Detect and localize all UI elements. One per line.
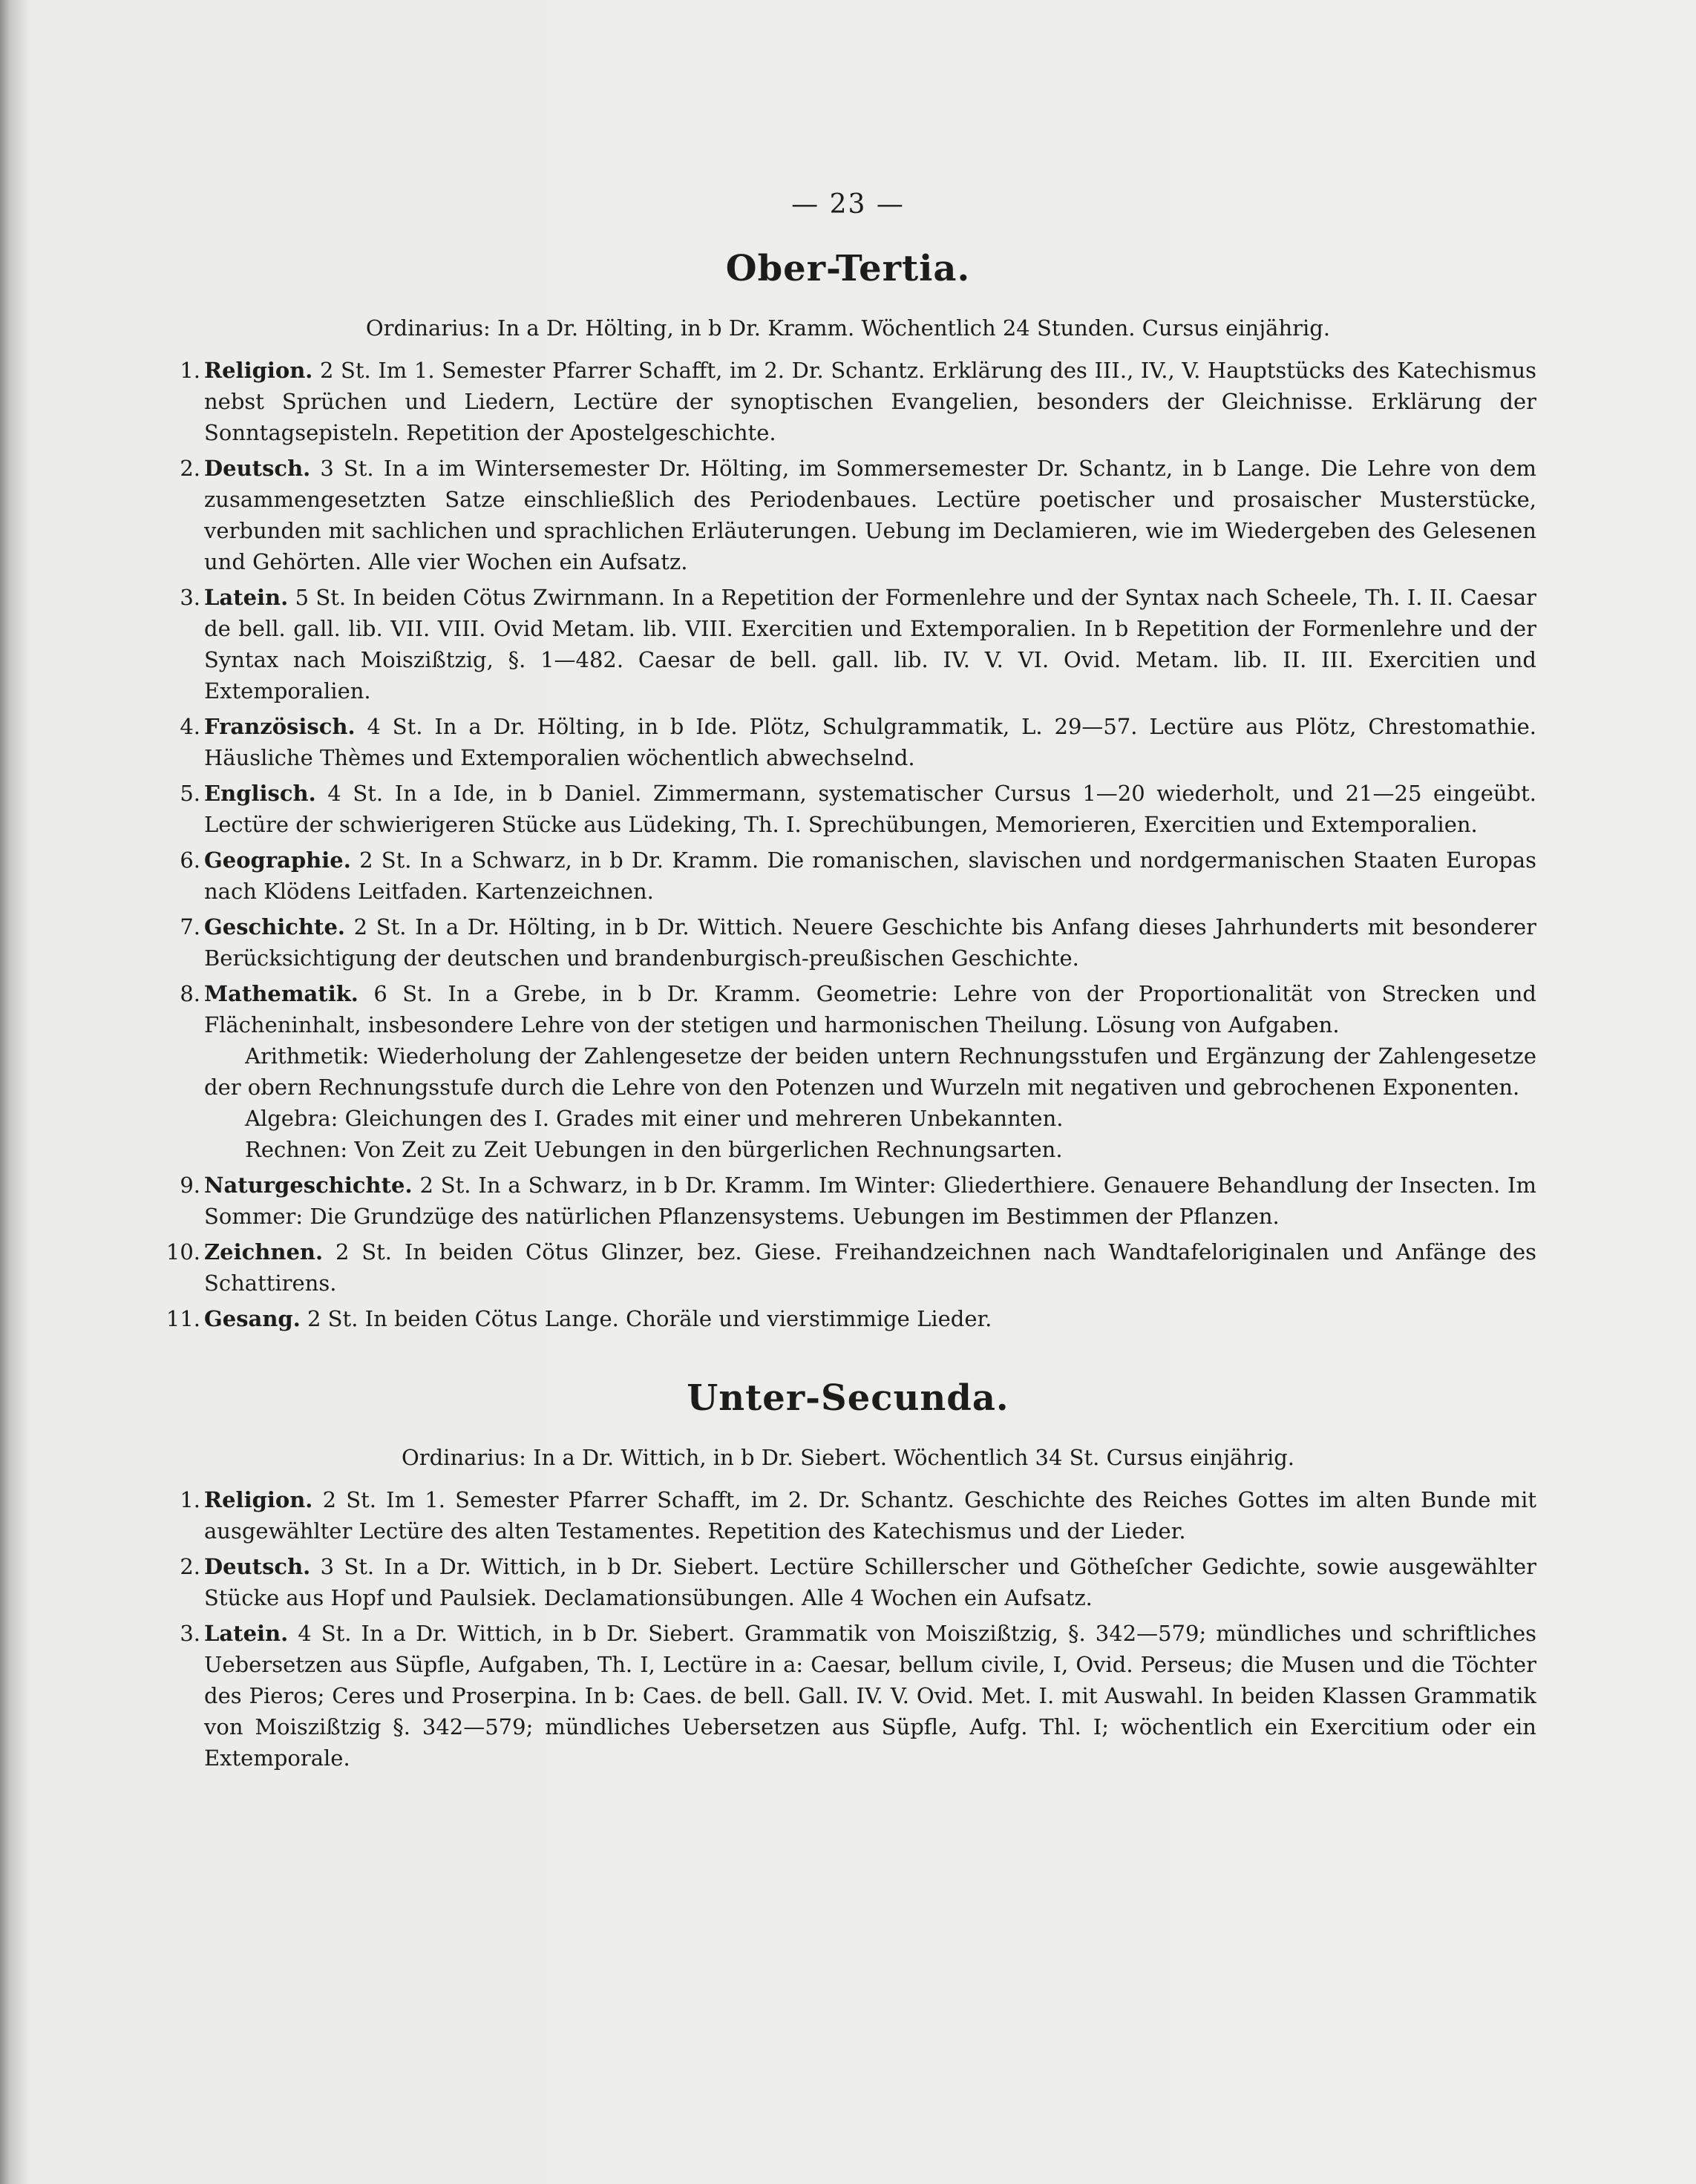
subject-entry xyxy=(160,1618,1536,1774)
subject-name: Religion. xyxy=(204,1487,313,1512)
subject-text: 2 St. In a Dr. Hölting, in b Dr. Wittich. Neuere Geschichte bis Anfang dieses Jahrhunderts mit besonderer Berücksichtigung der deutschen und brandenburgisch-preußischen Geschichte. xyxy=(204,914,1537,971)
entry-number: 6. xyxy=(180,847,200,873)
subject-text: 2 St. In beiden Cötus Lange. Choräle und vierstimmige Lieder. xyxy=(307,1306,992,1331)
subject-entry xyxy=(160,778,1536,840)
subject-entry xyxy=(160,1236,1536,1299)
entry-number: 4. xyxy=(180,714,200,739)
subject-entry xyxy=(160,582,1536,706)
subject-text: 3 St. In a Dr. Wittich, in b Dr. Siebert. Lectüre Schillerscher und Götheſcher Gedichte, sowie ausgewählter Stücke aus Hopf und Paulsiek. Declamationsübungen. Alle 4 Wochen ein Aufsatz. xyxy=(204,1554,1537,1610)
subject-text: 2 St. Im 1. Semester Pfarrer Schafft, im 2. Dr. Schantz. Geschichte des Reiches Gottes im alten Bunde mit ausgewählter Lectüre des alten Testamentes. Repetition des Katechismus und der Lieder. xyxy=(204,1487,1537,1544)
subject-text: 2 St. In a Schwarz, in b Dr. Kramm. Die romanischen, slavischen und nordgermanischen Staaten Europas nach Klödens Leitfaden. Kartenzeichnen. xyxy=(204,847,1537,904)
entry-number: 2. xyxy=(180,1554,200,1579)
subject-name: Naturgeschichte. xyxy=(204,1173,413,1198)
subject-text: 2 St. Im 1. Semester Pfarrer Schafft, im 2. Dr. Schantz. Erklärung des III., IV., V. Hauptstücks des Katechismus nebst Sprüchen und Liedern, Lectüre der synoptischen Evangelien, besonders der Gleichnisse. Erklärung der Sonntagsepisteln. Repetition der Apostelgeschichte. xyxy=(204,358,1536,445)
subject-entry xyxy=(160,845,1536,907)
entry-number: 10. xyxy=(166,1239,200,1265)
subject-text: 5 St. In beiden Cötus Zwirnmann. In a Repetition der Formenlehre und der Syntax nach Scheele, Th. I. II. Caesar de bell. gall. lib. VII. VIII. Ovid Metam. lib. VIII. Exercitien und Extemporalien. In b Repetition der Formenlehre und der Syntax nach Moiszißtzig, §. 1—482. Caesar de bell. gall. lib. IV. V. VI. Ovid. Metam. lib. II. III. Exercitien und Extemporalien. xyxy=(204,585,1536,704)
subject-text: 6 St. In a Grebe, in b Dr. Kramm. Geometrie: Lehre von der Proportionalität von Strecken und Flächeninhalt, insbesondere Lehre von der stetigen und harmonischen Theilung. Lösung von Aufgaben. xyxy=(204,981,1536,1037)
subject-text: 2 St. In a Schwarz, in b Dr. Kramm. Im Winter: Gliederthiere. Genauere Behandlung der Insecten. Im Sommer: Die Grundzüge des natürlichen Pflanzensystems. Uebungen im Bestimmen der Pflanzen. xyxy=(204,1173,1536,1229)
subject-name: Geschichte. xyxy=(204,914,345,939)
subject-name: Geographie. xyxy=(204,847,351,873)
subject-text: 4 St. In a Ide, in b Daniel. Zimmermann, systematischer Cursus 1—20 wiederholt, und 21—25 eingeübt. Lectüre der schwierigeren Stücke aus Lüdeking, Th. I. Sprechübungen, Memorieren, Exercitien und Extemporalien. xyxy=(204,781,1536,837)
subject-entry xyxy=(160,1170,1536,1232)
entry-number: 2. xyxy=(180,456,200,481)
subject-subparagraph: Algebra: Gleichungen des I. Grades mit einer und mehreren Unbekannten. xyxy=(245,1106,1064,1131)
entry-number: 3. xyxy=(180,1621,200,1646)
entry-number: 8. xyxy=(180,981,200,1006)
subject-name: Deutsch. xyxy=(204,1554,311,1579)
subject-name: Französisch. xyxy=(204,714,356,739)
subject-name: Latein. xyxy=(204,1621,289,1646)
entry-number: 1. xyxy=(180,358,200,383)
entry-number: 1. xyxy=(180,1487,200,1512)
ordinarius-line: Ordinarius: In a Dr. Hölting, in b Dr. Kramm. Wöchentlich 24 Stunden. Cursus einjährig. xyxy=(365,315,1331,341)
subject-entry xyxy=(160,1303,1536,1334)
page-number: — 23 — xyxy=(791,189,905,220)
subject-name: Religion. xyxy=(204,358,313,383)
section-spacer xyxy=(160,1339,1536,1377)
page-content xyxy=(160,189,1536,1778)
subject-name: Zeichnen. xyxy=(204,1239,324,1265)
entry-number: 7. xyxy=(180,914,200,939)
subject-subparagraph: Arithmetik: Wiederholung der Zahlengesetze der beiden untern Rechnungsstufen und Ergänzung der Zahlengesetze der obern Rechnungsstufe durch die Lehre von den Potenzen und Wurzeln mit negativen und gebrochenen Exponenten. xyxy=(204,1043,1536,1100)
section-title-unter-secunda: Unter-Secunda. xyxy=(687,1377,1009,1419)
subject-entry xyxy=(160,1484,1536,1547)
subject-text: 4 St. In a Dr. Wittich, in b Dr. Siebert. Grammatik von Moiszißtzig, §. 342—579; mündliches und schriftliches Uebersetzen aus Süpfle, Aufgaben, Th. I, Lectüre in a: Caesar, bellum civile, I, Ovid. Perseus; die Musen und die Töchter des Pieros; Ceres und Proserpina. In b: Caes. de bell. Gall. IV. V. Ovid. Met. I. mit Auswahl. In beiden Klassen Grammatik von Moiszißtzig §. 342—579; mündliches Uebersetzen aus Süpfle, Aufg. Thl. I; wöchentlich ein Exercitium oder ein Extemporale. xyxy=(204,1621,1536,1771)
subject-name: Latein. xyxy=(204,585,289,610)
entry-number: 9. xyxy=(180,1173,200,1198)
entry-number: 5. xyxy=(180,781,200,806)
subject-name: Gesang. xyxy=(204,1306,301,1331)
subject-text: 4 St. In a Dr. Hölting, in b Ide. Plötz, Schulgrammatik, L. 29—57. Lectüre aus Plötz, Chrestomathie. Häusliche Thèmes und Extemporalien wöchentlich abwechselnd. xyxy=(204,714,1536,770)
subject-entry xyxy=(160,911,1536,974)
entry-number: 11. xyxy=(166,1306,200,1331)
subject-text: 2 St. In beiden Cötus Glinzer, bez. Giese. Freihandzeichnen nach Wandtafeloriginalen und Anfänge des Schattirens. xyxy=(204,1239,1536,1296)
subject-name: Englisch. xyxy=(204,781,316,806)
subject-entry xyxy=(160,978,1536,1040)
ordinarius-line: Ordinarius: In a Dr. Wittich, in b Dr. Siebert. Wöchentlich 34 St. Cursus einjährig. xyxy=(401,1445,1295,1470)
subject-name: Mathematik. xyxy=(204,981,358,1006)
subject-subparagraph: Rechnen: Von Zeit zu Zeit Uebungen in den bürgerlichen Rechnungsarten. xyxy=(245,1137,1063,1162)
section-title-ober-tertia: Ober-Tertia. xyxy=(725,248,971,289)
subject-entry xyxy=(160,1551,1536,1613)
subject-entry xyxy=(160,711,1536,773)
subject-entry xyxy=(160,453,1536,577)
subject-entry xyxy=(160,355,1536,448)
subject-name: Deutsch. xyxy=(204,456,311,481)
subject-text: 3 St. In a im Wintersemester Dr. Hölting, im Sommersemester Dr. Schantz, in b Lange. Die Lehre von dem zusammengesetzten Satze einschließlich des Periodenbaues. Lectüre poetischer und prosaischer Musterstücke, verbunden mit sachlichen und sprachlichen Erläuterungen. Uebung im Declamieren, wie im Wiedergeben des Gelesenen und Gehörten. Alle vier Wochen ein Aufsatz. xyxy=(204,456,1537,574)
entry-number: 3. xyxy=(180,585,200,610)
